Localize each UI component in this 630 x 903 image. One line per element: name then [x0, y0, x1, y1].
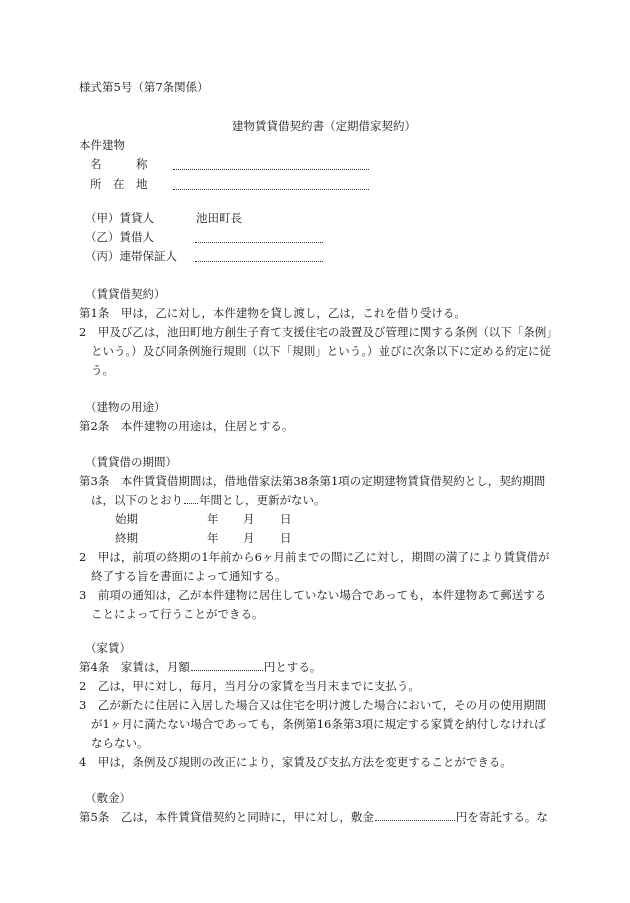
art5-deposit-suffix: 円を寄託する。な	[455, 810, 548, 824]
art4-para4: 4 甲は，条例及び規則の改正により，家賃及び支払方法を変更することができる。	[79, 755, 512, 769]
start-year-label: 年	[207, 512, 219, 526]
art2-para1: 第2条 本件建物の用途は，住居とする。	[79, 419, 294, 433]
art4-para2: 2 乙は，甲に対し，毎月，当月分の家賃を当月末までに支払う。	[79, 679, 420, 693]
art3-para2-line1: 2 甲は，前項の終期の1年前から6ヶ月前までの間に乙に対し，期間の満了により賃貸借が	[79, 550, 550, 564]
art3-heading: （賃貸借の期間）	[85, 455, 177, 469]
start-day-label: 日	[280, 512, 292, 526]
art3-para3-line1: 3 前項の通知は，乙が本件建物に居住していない場合であっても，本件建物あて郵送する	[79, 588, 547, 602]
art1-para2-line3: う。	[91, 363, 114, 377]
lessor-value: 池田町長	[196, 211, 242, 225]
art3-para2-line2: 終了する旨を書面によって通知する。	[91, 569, 287, 583]
property-heading: 本件建物	[79, 138, 125, 152]
art3-term-prefix: は，以下のとおり	[91, 493, 183, 507]
property-name-label: 名 称	[90, 157, 148, 171]
art3-para1-line2	[91, 492, 326, 508]
art5-para1	[79, 809, 548, 825]
lessee-label: （乙）賃借人	[85, 230, 154, 244]
art4-heading: （家賃）	[85, 641, 131, 655]
art3-term-suffix: 年間とし，更新がない。	[199, 493, 326, 507]
art4-rent-prefix: 第4条 家賃は，月額	[79, 660, 190, 674]
art4-para3-line1: 3 乙が新たに住居に入居した場合又は住宅を明け渡した場合において，その月の使用期間	[79, 698, 547, 712]
end-date-label: 終期	[115, 531, 138, 545]
art1-para2-line1: 2 甲及び乙は，池田町地方創生子育て支援住宅の設置及び管理に関する条例（以下「条例」	[79, 325, 558, 339]
art5-heading: （敷金）	[85, 791, 131, 805]
art5-deposit-prefix: 第5条 乙は，本件賃貸借契約と同時に，甲に対し，敷金	[79, 810, 374, 824]
form-number: 様式第5号（第7条関係）	[79, 80, 209, 94]
art4-rent-blank	[191, 659, 263, 671]
art5-deposit-blank	[375, 809, 455, 821]
art4-para3-line2: が1ヶ月に満たない場合であっても，条例第16条第3項に規定する家賃を納付しなければ	[91, 717, 546, 731]
start-month-label: 月	[243, 512, 255, 526]
end-month-label: 月	[243, 531, 255, 545]
art1-heading: （賃貸借契約）	[85, 287, 166, 301]
art3-term-years-blank	[184, 492, 198, 504]
document-title: 建物賃貸借契約書（定期借家契約）	[232, 119, 416, 133]
art4-rent-suffix: 円とする。	[263, 660, 322, 674]
guarantor-blank	[195, 250, 323, 262]
lessor-label: （甲）賃貸人	[85, 211, 154, 225]
end-day-label: 日	[280, 531, 292, 545]
guarantor-label: （丙）連帯保証人	[85, 249, 177, 263]
art1-para2-line2: という。）及び同条例施行規則（以下「規則」という。）並びに次条以下に定める約定に従	[91, 344, 551, 358]
art3-para1-line1: 第3条 本件賃貸借期間は，借地借家法第38条第1項の定期建物賃貸借契約とし，契約期間	[79, 474, 546, 488]
lessee-blank	[195, 231, 323, 243]
art2-heading: （建物の用途）	[85, 400, 166, 414]
property-name-blank	[173, 158, 369, 170]
end-year-label: 年	[207, 531, 219, 545]
art4-para1	[79, 659, 321, 675]
art1-para1: 第1条 甲は，乙に対し，本件建物を貸し渡し，乙は，これを借り受ける。	[79, 306, 466, 320]
art4-para3-line3: ならない。	[91, 736, 149, 750]
property-location-blank	[173, 178, 369, 190]
start-date-label: 始期	[115, 512, 138, 526]
property-location-label: 所 在 地	[90, 177, 148, 191]
art3-para3-line2: ことによって行うことができる。	[91, 607, 264, 621]
